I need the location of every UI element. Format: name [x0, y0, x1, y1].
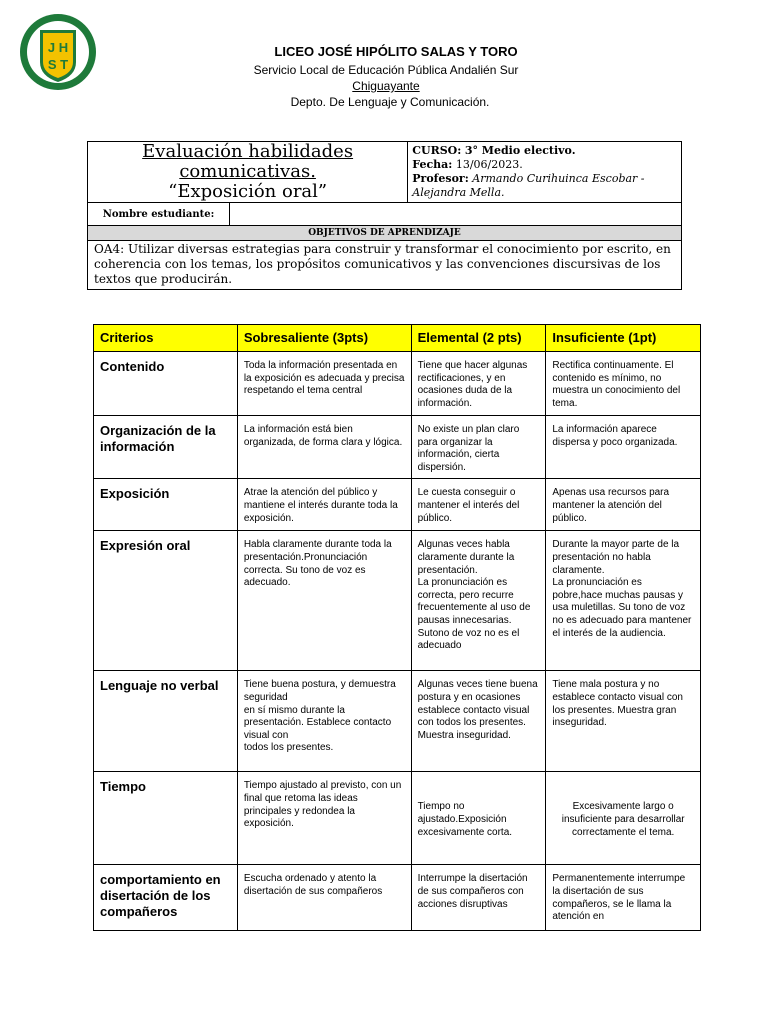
- course-info: [408, 142, 682, 203]
- cell-sobresaliente: Tiene buena postura, y demuestra seguridad en sí mismo durante la presentación. Establece contacto visual con todos los presentes.: [237, 671, 411, 772]
- cell-elemental: Algunas veces tiene buena postura y en ocasiones establece contacto visual con todos los presentes. Muestra inseguridad.: [411, 671, 546, 772]
- cell-elemental: Interrumpe la disertación de sus compañeros con acciones disruptivas: [411, 865, 546, 931]
- rubric-table: [93, 324, 701, 931]
- student-name-field[interactable]: [230, 203, 682, 226]
- cell-insuficiente: Permanentemente interrumpe la disertación de sus compañeros, se le llama la atención en: [546, 865, 701, 931]
- rubric-row-expresion-oral: [94, 531, 701, 671]
- rubric-row-comportamiento: [94, 865, 701, 931]
- criterion-label: comportamiento en disertación de los compañeros: [94, 865, 238, 931]
- objective-text: OA4: Utilizar diversas estrategias para construir y transformar el conocimiento por escrito, en coherencia con los temas, los propósitos comunicativos y las convenciones discursivas de los textos que producirán.: [88, 241, 682, 290]
- criterion-label: Expresión oral: [94, 531, 238, 671]
- rubric-row-exposicion: [94, 479, 701, 531]
- cell-elemental: Tiempo no ajustado.Exposición excesivamente corta.: [411, 772, 546, 865]
- city-text: Chiguayante: [352, 79, 420, 93]
- rubric-header-row: [94, 325, 701, 352]
- header-elemental: Elemental (2 pts): [411, 325, 546, 352]
- criterion-label: Lenguaje no verbal: [94, 671, 238, 772]
- school-name: LICEO JOSÉ HIPÓLITO SALAS Y TORO: [274, 44, 518, 59]
- department-name: Depto. De Lenguaje y Comunicación.: [290, 95, 490, 109]
- cell-insuficiente: Tiene mala postura y no establece contacto visual con los presentes. Muestra gran inseguridad.: [546, 671, 701, 772]
- cell-insuficiente: Excesivamente largo o insuficiente para desarrollar correctamente el tema.: [546, 772, 701, 865]
- criterion-label: Exposición: [94, 479, 238, 531]
- rubric-row-organizacion: [94, 416, 701, 479]
- criterion-label: Contenido: [94, 352, 238, 416]
- cell-elemental: Le cuesta conseguir o mantener el interés del público.: [411, 479, 546, 531]
- rubric-row-lenguaje-no-verbal: [94, 671, 701, 772]
- cell-elemental: Algunas veces habla claramente durante la presentación. La pronunciación es correcta, pero recurre frecuentemente al uso de pausas innecesarias. Sutono de voz no es el adecuado: [411, 531, 546, 671]
- fecha-label: Fecha:: [412, 158, 453, 171]
- criterion-label: Tiempo: [94, 772, 238, 865]
- profesor-value: Armando Curihuinca Escobar - Alejandra Mella.: [412, 172, 645, 199]
- objectives-header: OBJETIVOS DE APRENDIZAJE: [88, 226, 682, 241]
- curso-label: CURSO:: [412, 144, 462, 157]
- header-insuficiente: Insuficiente (1pt): [546, 325, 701, 352]
- logo-text-bottom: S T: [47, 57, 69, 72]
- rubric-row-contenido: [94, 352, 701, 416]
- evaluation-title-line1: Evaluación habilidades comunicativas.: [142, 141, 354, 182]
- cell-elemental: No existe un plan claro para organizar la información, cierta dispersión.: [411, 416, 546, 479]
- fecha-value: 13/06/2023.: [455, 158, 523, 171]
- cell-insuficiente: La información aparece dispersa y poco organizada.: [546, 416, 701, 479]
- cell-insuficiente: Rectifica continuamente. El contenido es mínimo, no muestra un conocimiento del tema.: [546, 352, 701, 416]
- cell-sobresaliente: Habla claramente durante toda la presentación.Pronunciación correcta. Su tono de voz es adecuado.: [237, 531, 411, 671]
- evaluation-header-table: [87, 141, 682, 290]
- service-name: Servicio Local de Educación Pública Andalién Sur: [253, 63, 519, 77]
- header-sobresaliente: Sobresaliente (3pts): [237, 325, 411, 352]
- evaluation-title-line2: “Exposición oral”: [168, 181, 328, 202]
- cell-sobresaliente: Escucha ordenado y atento la disertación de sus compañeros: [237, 865, 411, 931]
- profesor-label: Profesor:: [412, 172, 469, 185]
- cell-elemental: Tiene que hacer algunas rectificaciones, y en ocasiones duda de la información.: [411, 352, 546, 416]
- cell-insuficiente: Apenas usa recursos para mantener la atención del público.: [546, 479, 701, 531]
- evaluation-title: [88, 142, 408, 203]
- cell-sobresaliente: Tiempo ajustado al previsto, con un final que retoma las ideas principales y redondea la exposición.: [237, 772, 411, 865]
- logo-text-top: J H: [47, 40, 69, 55]
- cell-sobresaliente: La información está bien organizada, de forma clara y lógica.: [237, 416, 411, 479]
- criterion-label: Organización de la información: [94, 416, 238, 479]
- cell-insuficiente: Durante la mayor parte de la presentación no habla claramente. La pronunciación es pobre,hace muchas pausas y usa muletillas. Su tono de voz no es adecuado para mantener el interés de la audiencia.: [546, 531, 701, 671]
- cell-sobresaliente: Atrae la atención del público y mantiene el interés durante toda la exposición.: [237, 479, 411, 531]
- curso-value: 3° Medio electivo.: [464, 144, 576, 157]
- cell-sobresaliente: Toda la información presentada en la exposición es adecuada y precisa respetando el tema central: [237, 352, 411, 416]
- city-name: [2, 79, 768, 93]
- header-criterios: Criterios: [94, 325, 238, 352]
- rubric-row-tiempo: [94, 772, 701, 865]
- student-name-label: Nombre estudiante:: [88, 203, 230, 226]
